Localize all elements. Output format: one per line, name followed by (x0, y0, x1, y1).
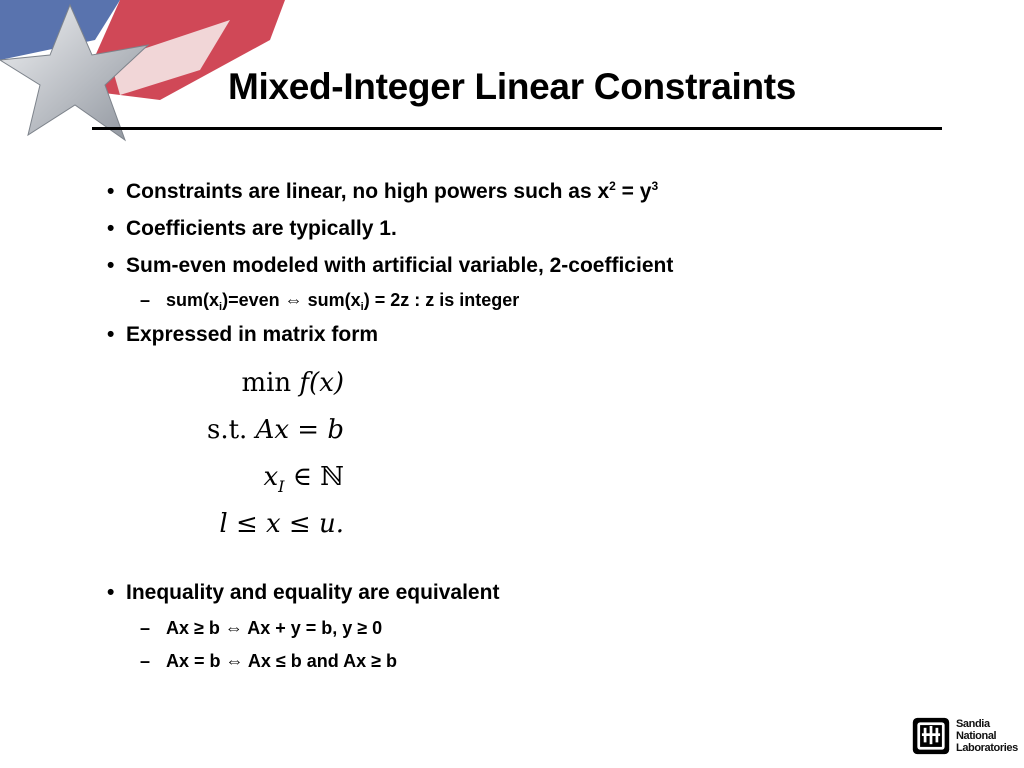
sub-bullet-dash: – (140, 618, 151, 638)
bullet-dot: • (107, 254, 115, 277)
formula-integrality: $x_I$ ∈ ℕ (263, 462, 344, 496)
sub-bullet-dash: – (140, 651, 151, 671)
bullet-dot: • (107, 581, 115, 604)
bullet-inequality-equality: • Inequality and equality are equivalent (107, 581, 500, 604)
bullet-matrix-form: • Expressed in matrix form (107, 323, 379, 346)
bullet-dot: • (107, 323, 115, 346)
sub-bullet-inequality: – Ax ≥ b ⇔ Ax + y = b, y ≥ 0 (140, 618, 383, 638)
bullet-dot: • (107, 217, 115, 240)
sub-bullet-equality: – Ax = b ⇔ Ax ≤ b and Ax ≥ b (140, 651, 397, 671)
bullet-sum-even: • Sum-even modeled with artificial variable, 2-coefficient (107, 254, 674, 277)
bullet-dot: • (107, 180, 115, 203)
slide-title: Mixed-Integer Linear Constraints (227, 66, 797, 107)
sub-bullet-sum-even: – $sum(x_i)=even$ ⇔ $sum(x_i) = 2z$ : z is integer (140, 290, 520, 313)
formula-constraint: s.t. Ax = b (207, 415, 344, 445)
sandia-thunderbird-logo-icon (911, 716, 951, 756)
sandia-logo-text: Sandia National Laboratories (956, 718, 1018, 754)
formula-objective: min f(x) (241, 368, 344, 398)
title-divider (92, 127, 942, 130)
bullet-coefficients: • Coefficients are typically 1. (107, 217, 397, 240)
sub-bullet-dash: – (140, 290, 151, 310)
formula-bounds: l ≤ x ≤ u. (219, 509, 344, 539)
bullet-linear-constraints: • Constraints are linear, no high powers such as $x^2 = y^3$ (107, 179, 659, 203)
